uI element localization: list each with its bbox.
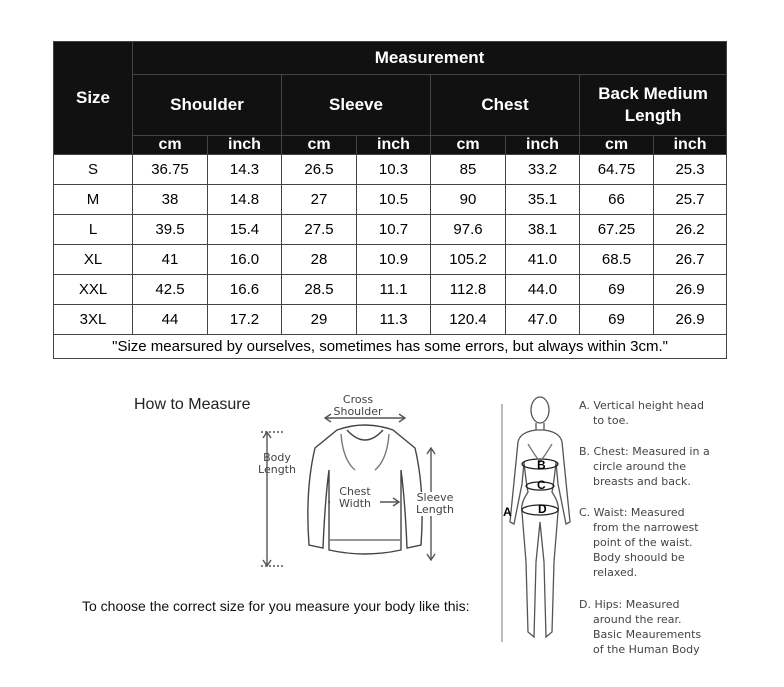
- cross-shoulder-label: Cross Shoulder: [333, 393, 383, 418]
- table-row: [54, 305, 727, 335]
- figure-letter-c: C: [537, 478, 546, 492]
- size-header: Size: [54, 42, 133, 155]
- table-row: [54, 215, 727, 245]
- size-cell: 3XL: [54, 305, 133, 335]
- unit-header: inch: [208, 136, 282, 155]
- value-cell: 68.5: [580, 245, 654, 275]
- value-cell: 105.2: [431, 245, 506, 275]
- value-cell: 66: [580, 185, 654, 215]
- value-cell: 44: [133, 305, 208, 335]
- chest-width-label: Chest Width: [330, 486, 380, 510]
- value-cell: 26.9: [654, 275, 727, 305]
- size-chart-table: [53, 41, 727, 359]
- value-cell: 17.2: [208, 305, 282, 335]
- unit-header-row: [54, 136, 727, 155]
- size-cell: M: [54, 185, 133, 215]
- value-cell: 10.9: [357, 245, 431, 275]
- size-cell: L: [54, 215, 133, 245]
- unit-header: cm: [133, 136, 208, 155]
- size-table-body: [54, 155, 727, 335]
- value-cell: 85: [431, 155, 506, 185]
- value-cell: 36.75: [133, 155, 208, 185]
- figure-letter-b: B: [537, 458, 546, 472]
- value-cell: 27.5: [282, 215, 357, 245]
- value-cell: 26.2: [654, 215, 727, 245]
- note-d-hips: D. Hips: Measured around the rear. Basic Meaurements of the Human Body: [579, 598, 702, 656]
- table-footnote: "Size mearsured by ourselves, sometimes has some errors, but always within 3cm.": [54, 335, 727, 359]
- value-cell: 69: [580, 275, 654, 305]
- group-header-shoulder: Shoulder: [133, 75, 282, 136]
- value-cell: 64.75: [580, 155, 654, 185]
- body-figure-diagram: [498, 392, 574, 654]
- value-cell: 26.7: [654, 245, 727, 275]
- value-cell: 44.0: [506, 275, 580, 305]
- value-cell: 10.7: [357, 215, 431, 245]
- value-cell: 15.4: [208, 215, 282, 245]
- value-cell: 16.0: [208, 245, 282, 275]
- value-cell: 33.2: [506, 155, 580, 185]
- sleeve-length-label: Sleeve Length: [410, 492, 460, 516]
- unit-header: inch: [654, 136, 727, 155]
- figure-letter-d: D: [538, 502, 547, 516]
- instruction-text: To choose the correct size for you measure your body like this:: [82, 598, 470, 614]
- unit-header: cm: [431, 136, 506, 155]
- measurement-header: Measurement: [133, 42, 727, 75]
- value-cell: 90: [431, 185, 506, 215]
- value-cell: 14.8: [208, 185, 282, 215]
- value-cell: 28.5: [282, 275, 357, 305]
- unit-header: inch: [506, 136, 580, 155]
- table-row: [54, 155, 727, 185]
- how-to-measure-title: How to Measure: [134, 396, 251, 413]
- value-cell: 14.3: [208, 155, 282, 185]
- value-cell: 35.1: [506, 185, 580, 215]
- value-cell: 97.6: [431, 215, 506, 245]
- body-length-label: Body Length: [258, 451, 296, 476]
- value-cell: 38.1: [506, 215, 580, 245]
- group-header-back-length: Back Medium Length: [580, 75, 727, 136]
- value-cell: 26.5: [282, 155, 357, 185]
- value-cell: 25.3: [654, 155, 727, 185]
- value-cell: 29: [282, 305, 357, 335]
- value-cell: 47.0: [506, 305, 580, 335]
- value-cell: 11.3: [357, 305, 431, 335]
- group-header-chest: Chest: [431, 75, 580, 136]
- unit-header: inch: [357, 136, 431, 155]
- table-row: [54, 275, 727, 305]
- value-cell: 69: [580, 305, 654, 335]
- figure-letter-a: A: [503, 505, 512, 519]
- unit-header: cm: [580, 136, 654, 155]
- size-cell: S: [54, 155, 133, 185]
- table-row: [54, 185, 727, 215]
- value-cell: 25.7: [654, 185, 727, 215]
- value-cell: 41: [133, 245, 208, 275]
- size-cell: XXL: [54, 275, 133, 305]
- value-cell: 16.6: [208, 275, 282, 305]
- table-row: [54, 245, 727, 275]
- unit-header: cm: [282, 136, 357, 155]
- value-cell: 41.0: [506, 245, 580, 275]
- value-cell: 67.25: [580, 215, 654, 245]
- size-cell: XL: [54, 245, 133, 275]
- value-cell: 27: [282, 185, 357, 215]
- value-cell: 11.1: [357, 275, 431, 305]
- value-cell: 38: [133, 185, 208, 215]
- value-cell: 120.4: [431, 305, 506, 335]
- note-a-height: A. Vertical height head to toe.: [579, 399, 705, 427]
- group-header-sleeve: Sleeve: [282, 75, 431, 136]
- value-cell: 28: [282, 245, 357, 275]
- value-cell: 10.3: [357, 155, 431, 185]
- value-cell: 10.5: [357, 185, 431, 215]
- value-cell: 42.5: [133, 275, 208, 305]
- value-cell: 112.8: [431, 275, 506, 305]
- note-c-waist: C. Waist: Measured from the narrowest point of the waist. Body shoould be relaxed.: [579, 506, 699, 579]
- value-cell: 26.9: [654, 305, 727, 335]
- value-cell: 39.5: [133, 215, 208, 245]
- note-b-chest: B. Chest: Measured in a circle around the breasts and back.: [579, 445, 710, 488]
